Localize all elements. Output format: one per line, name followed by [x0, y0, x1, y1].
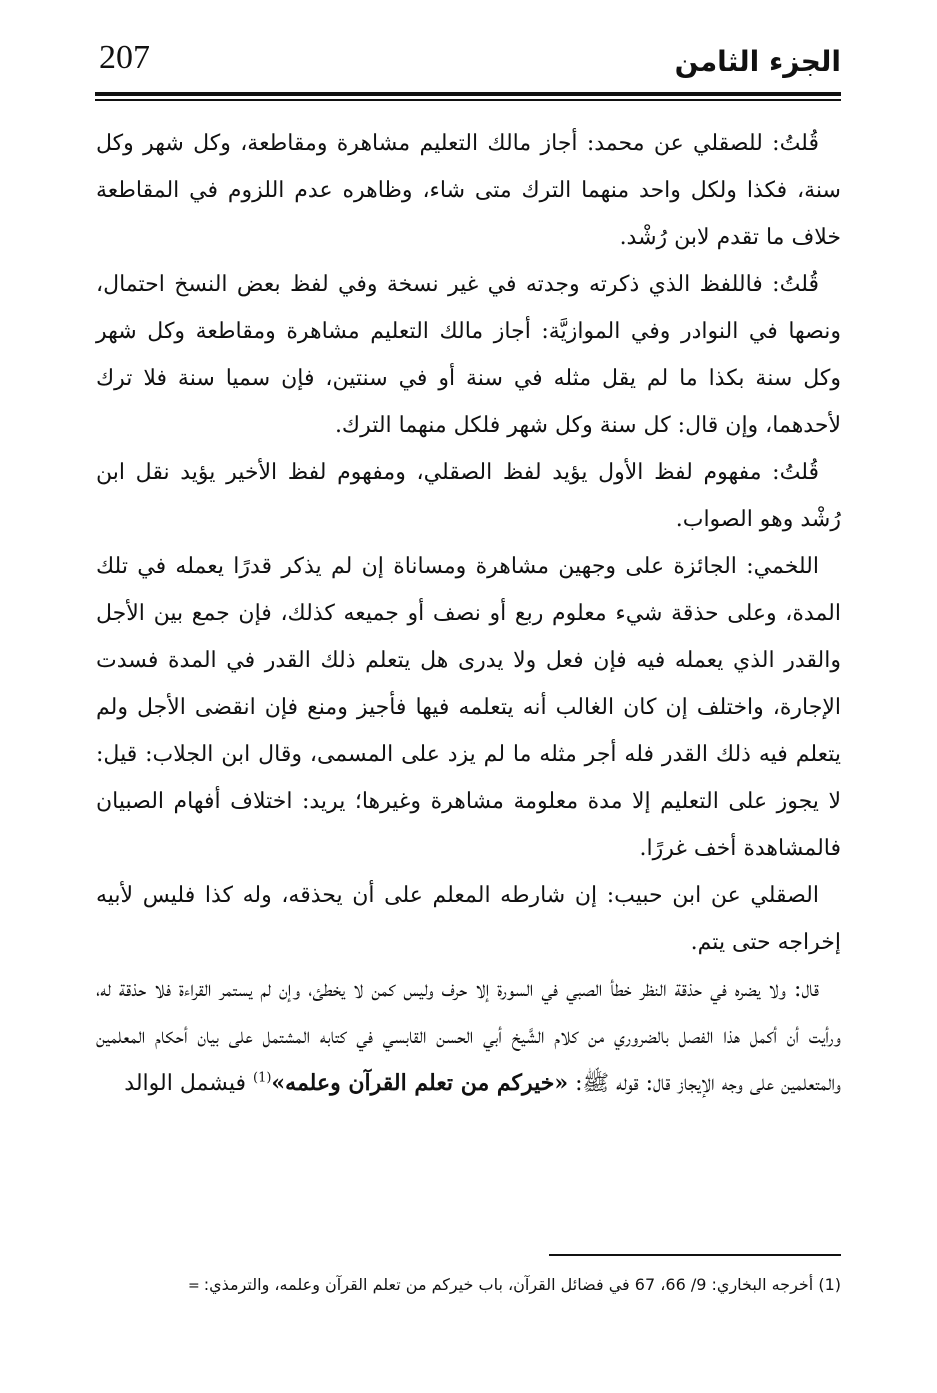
continuation-mark: = [187, 1278, 200, 1294]
paragraph-6 [96, 966, 841, 1107]
paragraph-3: قُلتُ: مفهوم لفظ الأول يؤيد لفظ الصقلي، ومفهوم لفظ الأخير يؤيد نقل ابن رُشْد وهو الصواب. [96, 460, 841, 532]
paragraph-6-text: قال: ولا يضره في حذقة النظر خطأ الصبي في السورة إلا حرف وليس كمن لا يخطئ، وإن لم يستمر القراءة فلا حذقة له، ورأيت أن أكمل هذا الفصل بالضروري من كلام الشَّيخ أبي الحسن القابسي في كتابه المشتمل على بيان أحكام المعلمين والمتعلمين على وجه الإيجاز قال: قوله ﷺ: [96, 977, 842, 1096]
footnote [96, 1272, 841, 1299]
running-head: الجزء الثامن [674, 45, 841, 78]
paragraph-2: قُلتُ: فاللفظ الذي ذكرته وجدته في غير نسخة وفي لفظ بعض النسخ احتمال، ونصها في النوادر وفي الموازيَّة: أجاز مالك التعليم مشاهرة ومقاطعة وكل شهر وكل سنة بكذا ما لم يقل مثله في سنة أو في سنتين، فإن سميا سنة فلا ترك لأحدهما، وإن قال: كل سنة وكل شهر فلكل منهما الترك. [96, 272, 841, 438]
header-rule-thick [95, 92, 841, 96]
paragraph-1: قُلتُ: للصقلي عن محمد: أجاز مالك التعليم مشاهرة ومقاطعة، وكل شهر وكل سنة، فكذا ولكل واحد منهما الترك متى شاء، وظاهره عدم اللزوم في المقاطعة خلاف ما تقدم لابن رُشْد. [96, 131, 841, 250]
paragraph-4: اللخمي: الجائزة على وجهين مشاهرة ومساناة إن لم يذكر قدرًا يعمله في تلك المدة، وعلى حذقة شيء معلوم ربع أو نصف أو جميعه كذلك، فإن جمع بين الأجل والقدر الذي يعمله فيه فإن فعل ولا يدرى هل يتعلم ذلك القدر في المدة فسدت الإجارة، واختلف إن كان الغالب أنه يتعلمه فيها فأجيز ومنع فإن انقضى الأجل ولم يتعلم فيه ذلك القدر فله أجر مثله ما لم يزد على المسمى، وقال ابن الجلاب: قيل: لا يجوز على التعليم إلا مدة معلومة مشاهرة وغيرها؛ يريد: اختلاف أفهام الصبيان فالمشاهدة أخف غررًا. [96, 554, 841, 861]
paragraph-5: الصقلي عن ابن حبيب: إن شارطه المعلم على أن يحذقه، وله كذا فليس لأبيه إخراجه حتى يتم. [96, 883, 841, 955]
footnote-separator [549, 1254, 841, 1256]
header-rule-thin [95, 99, 841, 101]
page-header [95, 28, 841, 90]
hadith-quote: «خيركم من تعلم القرآن وعلمه» [271, 1070, 569, 1096]
page-number: 207 [99, 39, 150, 76]
footnote-text: (1) أخرجه البخاري: 9/ 66، 67 في فضائل القرآن، باب خيركم من تعلم القرآن وعلمه، والترمذي: [203, 1275, 841, 1294]
footnote-reference: (1) [252, 1070, 272, 1086]
paragraph-6-tail: فيشمل الوالد [124, 1071, 253, 1096]
main-text [96, 120, 841, 1107]
